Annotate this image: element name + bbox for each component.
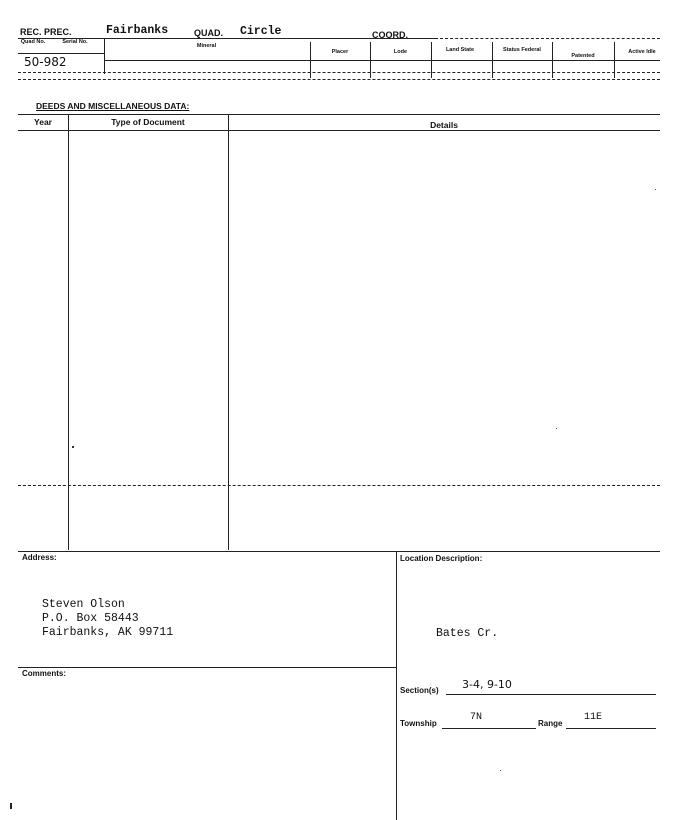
comments-label: Comments: [22, 669, 67, 678]
quad-label: QUAD. [194, 28, 223, 38]
col-serial-no: Serial No. [62, 39, 88, 45]
township-underline [442, 728, 536, 729]
coord-label: COORD. [372, 30, 408, 40]
claim-row-rule [104, 60, 660, 61]
quad-row-rule [18, 53, 104, 54]
section-label: Section(s) [400, 686, 439, 695]
location-label: Location Description: [400, 554, 483, 563]
deeds-header-rule [18, 130, 660, 131]
range-value: 11E [584, 712, 603, 723]
deeds-section-title: DEEDS AND MISCELLANEOUS DATA: [36, 101, 190, 111]
speck [655, 189, 656, 190]
address-line-3: Fairbanks, AK 99711 [42, 626, 174, 639]
col-mineral: Mineral [196, 43, 217, 49]
quad-serial-value: 50-982 [24, 55, 67, 69]
address-line-2: P.O. Box 58443 [42, 612, 139, 625]
speck [72, 446, 74, 448]
section-underline [446, 694, 656, 695]
speck [556, 428, 557, 429]
township-label: Township [400, 719, 437, 728]
bottom-top-rule [18, 551, 660, 552]
col-year: Year [34, 117, 52, 127]
comments-rule [18, 667, 396, 668]
deeds-top-rule [18, 114, 660, 115]
location-value: Bates Cr. [436, 627, 499, 640]
claim-bottom-dashed [18, 72, 660, 73]
address-line-1: Steven Olson [42, 598, 125, 611]
col-placer: Placer [331, 49, 349, 55]
deeds-dashed-separator [18, 485, 660, 486]
rec-prec-value: Fairbanks [106, 24, 169, 37]
claim-bottom-dashed-2 [18, 79, 660, 80]
col-lode: Lode [393, 49, 408, 55]
col-patented: Patented [571, 53, 595, 59]
quad-value: Circle [240, 25, 282, 38]
section-value: 3-4, 9-10 [462, 678, 512, 691]
header-rule-dashed [440, 38, 660, 39]
col-quad-no: Quad No. [20, 39, 46, 45]
range-label: Range [538, 719, 563, 728]
address-label: Address: [22, 553, 57, 562]
bottom-divider [396, 551, 397, 820]
range-underline [566, 728, 656, 729]
col-details: Details [430, 120, 458, 130]
speck [500, 770, 501, 771]
col-land-state: Land State [445, 47, 475, 53]
township-value: 7N [470, 712, 483, 723]
rec-prec-label: REC. PREC. [20, 27, 72, 37]
col-divider [104, 38, 105, 74]
col-status-federal: Status Federal [503, 47, 541, 53]
col-type-of-document: Type of Document [111, 117, 185, 127]
col-active-idle: Active Idle [628, 49, 656, 55]
speck [10, 803, 12, 809]
